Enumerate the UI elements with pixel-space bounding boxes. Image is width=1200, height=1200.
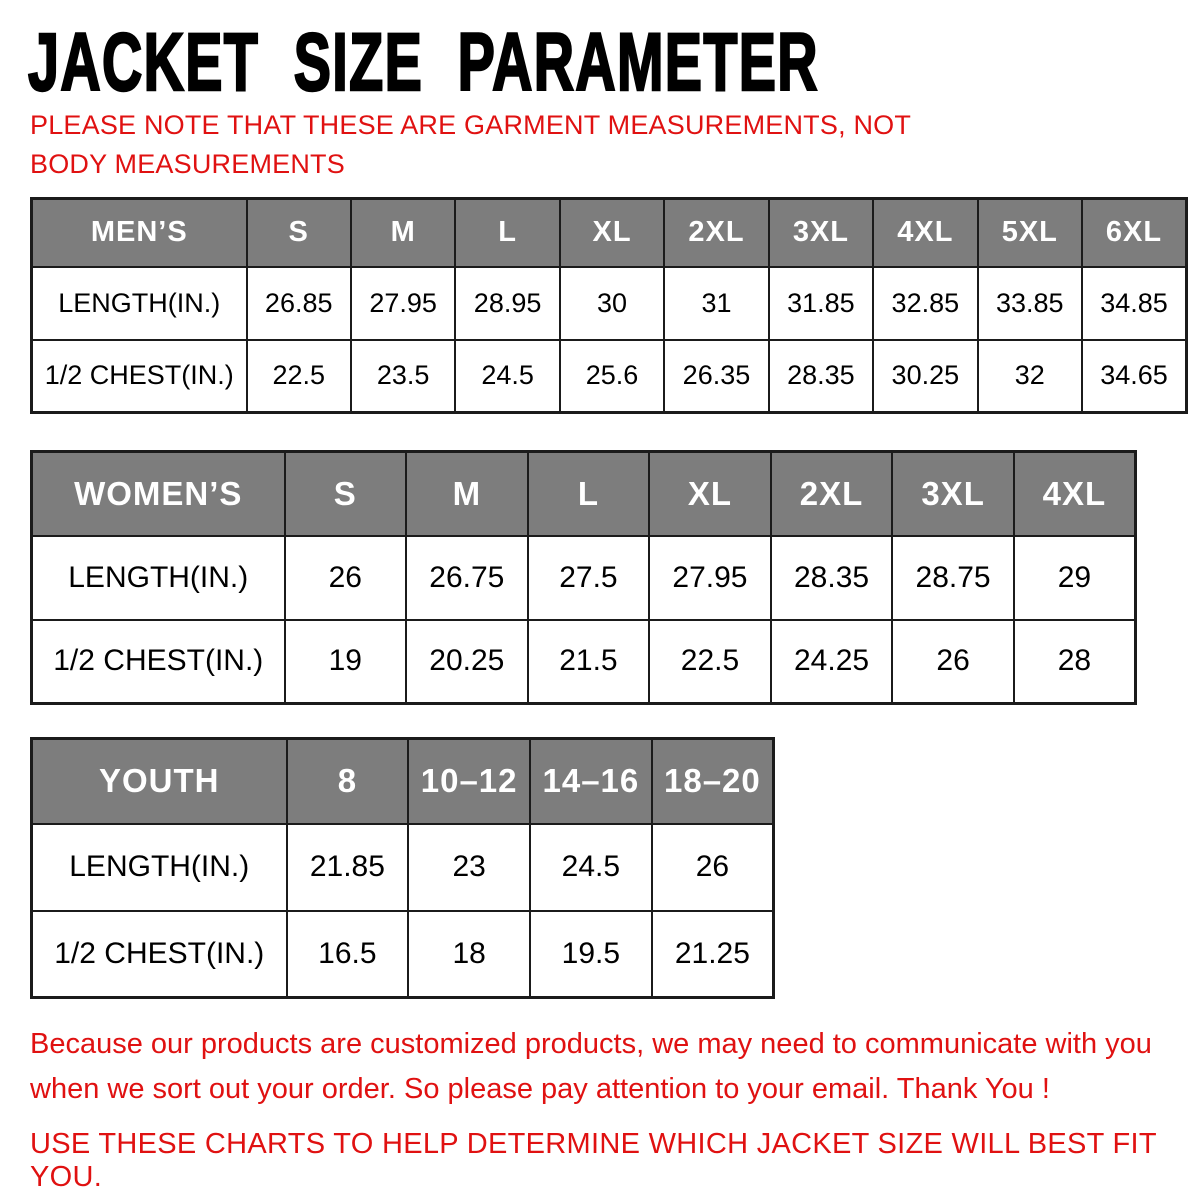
measurement-row — [32, 911, 774, 998]
mens-table-grid — [30, 197, 1188, 414]
measurement-value-cell: 28.75 — [892, 536, 1014, 620]
youth-table-grid — [30, 737, 775, 999]
measurement-value-cell: 26.85 — [247, 267, 351, 340]
measurement-value-cell: 18 — [408, 911, 530, 998]
size-header-cell: 3XL — [769, 199, 873, 267]
womens-category-header-cell: WOMEN’S — [32, 452, 285, 536]
row-label-cell: 1/2 CHEST(IN.) — [32, 340, 247, 413]
measurement-value-cell: 22.5 — [247, 340, 351, 413]
size-header-cell: 3XL — [892, 452, 1014, 536]
measurement-value-cell: 32 — [978, 340, 1082, 413]
measurement-row — [32, 340, 1187, 413]
measurement-value-cell: 23.5 — [351, 340, 455, 413]
measurement-row — [32, 536, 1136, 620]
measurement-value-cell: 26.35 — [664, 340, 768, 413]
measurement-value-cell: 19.5 — [530, 911, 652, 998]
measurement-value-cell: 30 — [560, 267, 664, 340]
row-label-cell: 1/2 CHEST(IN.) — [32, 911, 287, 998]
size-header-row — [32, 739, 774, 824]
measurement-value-cell: 26 — [652, 824, 774, 911]
garment-measurement-note: PLEASE NOTE THAT THESE ARE GARMENT MEASUREMENTS, NOT BODY MEASUREMENTS — [30, 110, 911, 180]
measurement-row — [32, 824, 774, 911]
size-header-cell: 2XL — [664, 199, 768, 267]
row-label-cell: LENGTH(IN.) — [32, 824, 287, 911]
measurement-value-cell: 20.25 — [406, 620, 528, 704]
size-header-cell: 2XL — [771, 452, 893, 536]
size-header-cell: 10–12 — [408, 739, 530, 824]
measurement-value-cell: 26.75 — [406, 536, 528, 620]
measurement-value-cell: 30.25 — [873, 340, 977, 413]
measurement-value-cell: 28.35 — [771, 536, 893, 620]
size-header-cell: XL — [649, 452, 771, 536]
measurement-value-cell: 34.85 — [1082, 267, 1187, 340]
measurement-value-cell: 26 — [892, 620, 1014, 704]
size-header-cell: 18–20 — [652, 739, 774, 824]
size-header-cell: 14–16 — [530, 739, 652, 824]
measurement-row — [32, 620, 1136, 704]
size-header-row — [32, 452, 1136, 536]
measurement-value-cell: 16.5 — [287, 911, 409, 998]
size-header-cell: 8 — [287, 739, 409, 824]
size-header-cell: M — [406, 452, 528, 536]
measurement-value-cell: 24.25 — [771, 620, 893, 704]
measurement-value-cell: 25.6 — [560, 340, 664, 413]
youth-size-table — [30, 737, 775, 999]
size-header-row — [32, 199, 1187, 267]
measurement-value-cell: 28.35 — [769, 340, 873, 413]
row-label-cell: LENGTH(IN.) — [32, 536, 285, 620]
chart-usage-note: USE THESE CHARTS TO HELP DETERMINE WHICH JACKET SIZE WILL BEST FIT YOU. — [30, 1128, 1157, 1193]
measurement-value-cell: 27.95 — [351, 267, 455, 340]
row-label-cell: LENGTH(IN.) — [32, 267, 247, 340]
size-header-cell: XL — [560, 199, 664, 267]
customization-notice: Because our products are customized products, we may need to communicate with you when we sort out your order. So please pay attention to your email. Thank You ! — [30, 1028, 1152, 1105]
womens-table-grid — [30, 450, 1137, 705]
measurement-value-cell: 33.85 — [978, 267, 1082, 340]
measurement-value-cell: 32.85 — [873, 267, 977, 340]
measurement-value-cell: 29 — [1014, 536, 1136, 620]
size-header-cell: 4XL — [1014, 452, 1136, 536]
measurement-value-cell: 19 — [285, 620, 407, 704]
page-title: JACKET SIZE PARAMETER — [28, 17, 819, 108]
measurement-value-cell: 27.5 — [528, 536, 650, 620]
size-header-cell: 4XL — [873, 199, 977, 267]
measurement-value-cell: 26 — [285, 536, 407, 620]
size-header-cell: L — [455, 199, 559, 267]
measurement-value-cell: 22.5 — [649, 620, 771, 704]
measurement-value-cell: 23 — [408, 824, 530, 911]
measurement-value-cell: 31 — [664, 267, 768, 340]
measurement-row — [32, 267, 1187, 340]
measurement-value-cell: 21.85 — [287, 824, 409, 911]
womens-size-table — [30, 450, 1137, 705]
measurement-value-cell: 21.25 — [652, 911, 774, 998]
measurement-value-cell: 21.5 — [528, 620, 650, 704]
measurement-value-cell: 24.5 — [455, 340, 559, 413]
measurement-value-cell: 34.65 — [1082, 340, 1187, 413]
size-header-cell: L — [528, 452, 650, 536]
size-header-cell: M — [351, 199, 455, 267]
measurement-value-cell: 28 — [1014, 620, 1136, 704]
row-label-cell: 1/2 CHEST(IN.) — [32, 620, 285, 704]
measurement-value-cell: 27.95 — [649, 536, 771, 620]
mens-size-table — [30, 197, 1188, 414]
mens-category-header-cell: MEN’S — [32, 199, 247, 267]
size-header-cell: 5XL — [978, 199, 1082, 267]
size-header-cell: S — [285, 452, 407, 536]
measurement-value-cell: 28.95 — [455, 267, 559, 340]
youth-category-header-cell: YOUTH — [32, 739, 287, 824]
size-header-cell: S — [247, 199, 351, 267]
measurement-value-cell: 24.5 — [530, 824, 652, 911]
measurement-value-cell: 31.85 — [769, 267, 873, 340]
size-header-cell: 6XL — [1082, 199, 1187, 267]
